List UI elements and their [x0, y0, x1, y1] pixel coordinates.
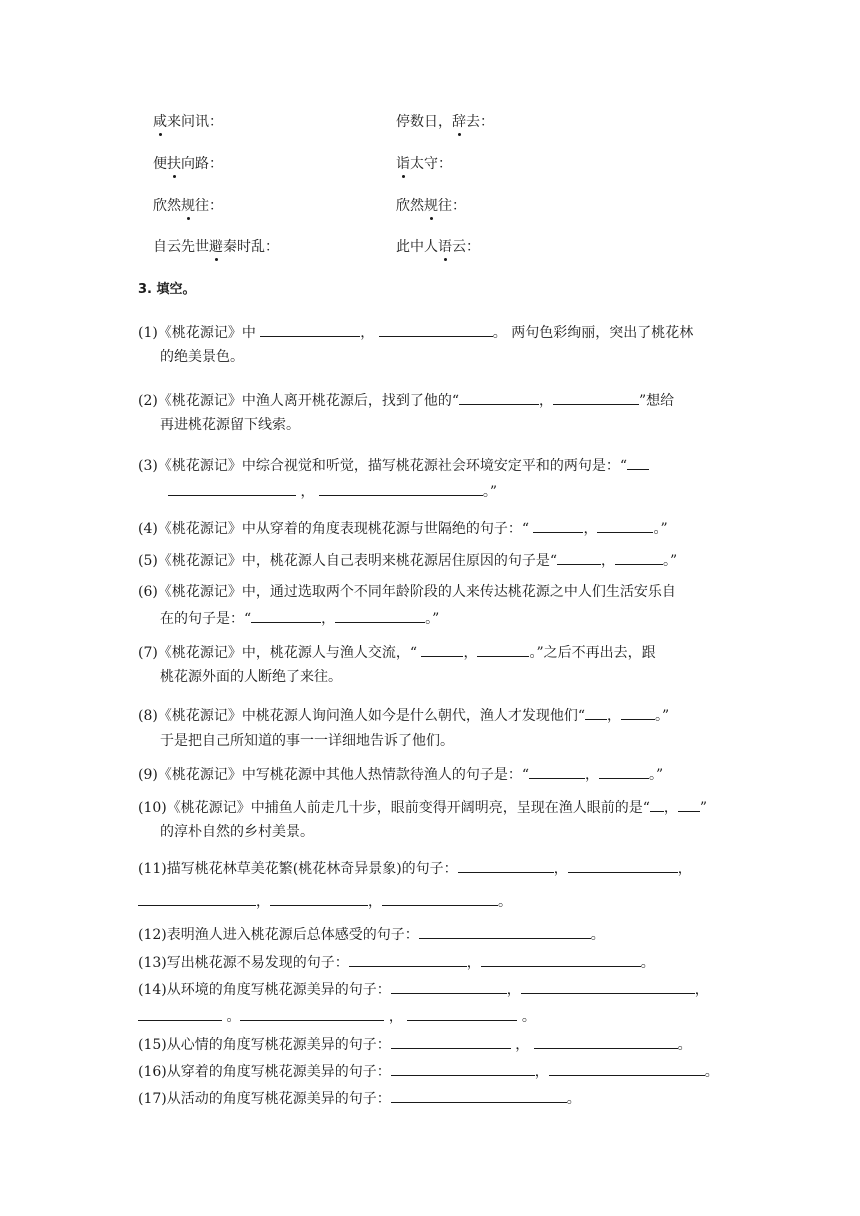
answer-blank[interactable] — [557, 550, 601, 565]
question-10-cont: 的淳朴自然的乡村美景。 — [160, 824, 314, 840]
vocab-right-2: 诣太守： — [396, 156, 452, 172]
answer-blank[interactable] — [568, 858, 678, 873]
emphasis-char: 规 — [424, 198, 438, 214]
question-7-cont: 桃花源外面的人断绝了来往。 — [160, 669, 342, 685]
emphasis-char: 辞 — [452, 114, 466, 130]
answer-blank[interactable] — [459, 390, 539, 405]
answer-blank[interactable] — [615, 550, 663, 565]
answer-blank[interactable] — [138, 1006, 222, 1021]
answer-blank[interactable] — [678, 797, 700, 812]
answer-blank[interactable] — [553, 390, 639, 405]
vocab-left-1: 咸来问讯： — [153, 114, 223, 130]
question-13: (13)写出桃花源不易发现的句子： ， 。 — [138, 952, 655, 973]
answer-blank[interactable] — [407, 1006, 517, 1021]
question-6: (6)《桃花源记》中，通过选取两个不同年龄阶段的人来传达桃花源之中人们生活安乐自 — [138, 584, 676, 600]
question-17: (17)从活动的角度写桃花源美异的句子： 。 — [138, 1088, 581, 1109]
answer-blank[interactable] — [251, 608, 321, 623]
answer-blank[interactable] — [534, 1034, 678, 1049]
question-11: (11)描写桃花林草美花繁(桃花林奇异景象)的句子： ， ， — [138, 858, 692, 879]
answer-blank[interactable] — [458, 858, 554, 873]
vocab-left-4: 自云先世避秦时乱： — [153, 239, 279, 255]
answer-blank[interactable] — [270, 891, 368, 906]
question-2: (2)《桃花源记》中渔人离开桃花源后，找到了他的“ ， ”想给 — [138, 390, 674, 411]
answer-blank[interactable] — [391, 979, 507, 994]
question-10: (10)《桃花源记》中捕鱼人前走几十步，眼前变得开阔明亮，呈现在渔人眼前的是“ ， ” — [138, 797, 707, 818]
question-4: (4)《桃花源记》中从穿着的角度表现桃花源与世隔绝的句子：“ ， 。” — [138, 518, 668, 539]
question-3-cont: ， 。” — [168, 481, 497, 502]
emphasis-char: 扶 — [167, 156, 181, 172]
question-8: (8)《桃花源记》中桃花源人询问渔人如今是什么朝代，渔人才发现他们“ ， 。” — [138, 705, 669, 726]
answer-blank[interactable] — [481, 952, 641, 967]
question-9: (9)《桃花源记》中写桃花源中其他人热情款待渔人的句子是：“ ， 。” — [138, 764, 663, 785]
answer-blank[interactable] — [529, 764, 585, 779]
answer-blank[interactable] — [260, 322, 360, 337]
answer-blank[interactable] — [585, 705, 607, 720]
question-number: (1) — [138, 325, 158, 341]
vocab-right-3: 欣然规往： — [396, 198, 466, 214]
question-5: (5)《桃花源记》中，桃花源人自己表明来桃花源居住原因的句子是“ ， 。” — [138, 550, 677, 571]
question-2-cont: 再进桃花源留下线索。 — [160, 417, 300, 433]
question-14: (14)从环境的角度写桃花源美异的句子： ， ， — [138, 979, 709, 1000]
emphasis-char: 规 — [181, 198, 195, 214]
answer-blank[interactable] — [349, 952, 467, 967]
answer-blank[interactable] — [240, 1006, 384, 1021]
answer-blank[interactable] — [599, 764, 649, 779]
answer-blank[interactable] — [597, 518, 653, 533]
answer-blank[interactable] — [521, 979, 695, 994]
answer-blank[interactable] — [477, 642, 529, 657]
answer-blank[interactable] — [335, 608, 425, 623]
answer-blank[interactable] — [168, 481, 296, 496]
answer-blank[interactable] — [391, 1061, 535, 1076]
question-15: (15)从心情的角度写桃花源美异的句子： ， 。 — [138, 1034, 692, 1055]
question-16: (16)从穿着的角度写桃花源美异的句子： ， 。 — [138, 1061, 719, 1082]
vocab-right-1: 停数日，辞去： — [396, 114, 494, 130]
answer-blank[interactable] — [650, 797, 664, 812]
emphasis-char: 咸 — [153, 114, 167, 130]
answer-blank[interactable] — [319, 481, 483, 496]
question-7: (7)《桃花源记》中，桃花源人与渔人交流，“ ， 。”之后不再出去，跟 — [138, 642, 656, 663]
answer-blank[interactable] — [549, 1061, 705, 1076]
answer-blank[interactable] — [379, 322, 493, 337]
question-12: (12)表明渔人进入桃花源后总体感受的句子： 。 — [138, 924, 605, 945]
answer-blank[interactable] — [621, 705, 655, 720]
answer-blank[interactable] — [419, 924, 591, 939]
question-3: (3)《桃花源记》中综合视觉和听觉，描写桃花源社会环境安定平和的两句是：“ — [138, 455, 649, 476]
answer-blank[interactable] — [382, 891, 498, 906]
vocab-left-3: 欣然规往： — [153, 198, 223, 214]
emphasis-char: 避 — [209, 239, 223, 255]
emphasis-char: 语 — [438, 239, 452, 255]
question-8-cont: 于是把自己所知道的事一一详细地告诉了他们。 — [160, 733, 454, 749]
section-heading: 3. 填空。 — [138, 282, 196, 297]
vocab-left-2: 便扶向路： — [153, 156, 223, 172]
answer-blank[interactable] — [627, 455, 649, 470]
answer-blank[interactable] — [138, 891, 256, 906]
question-1: (1)《桃花源记》中 ， 。 两句色彩绚丽，突出了桃花林 — [138, 322, 693, 343]
question-14-cont: 。 ， 。 — [138, 1006, 536, 1027]
question-11-cont: ， ， 。 — [138, 891, 512, 912]
answer-blank[interactable] — [533, 518, 583, 533]
emphasis-char: 诣 — [396, 156, 410, 172]
question-1-cont: 的绝美景色。 — [160, 349, 244, 365]
vocab-right-4: 此中人语云： — [396, 239, 480, 255]
answer-blank[interactable] — [391, 1034, 511, 1049]
answer-blank[interactable] — [391, 1088, 567, 1103]
answer-blank[interactable] — [421, 642, 463, 657]
question-6-cont: 在的句子是：“ ， 。” — [160, 608, 439, 629]
